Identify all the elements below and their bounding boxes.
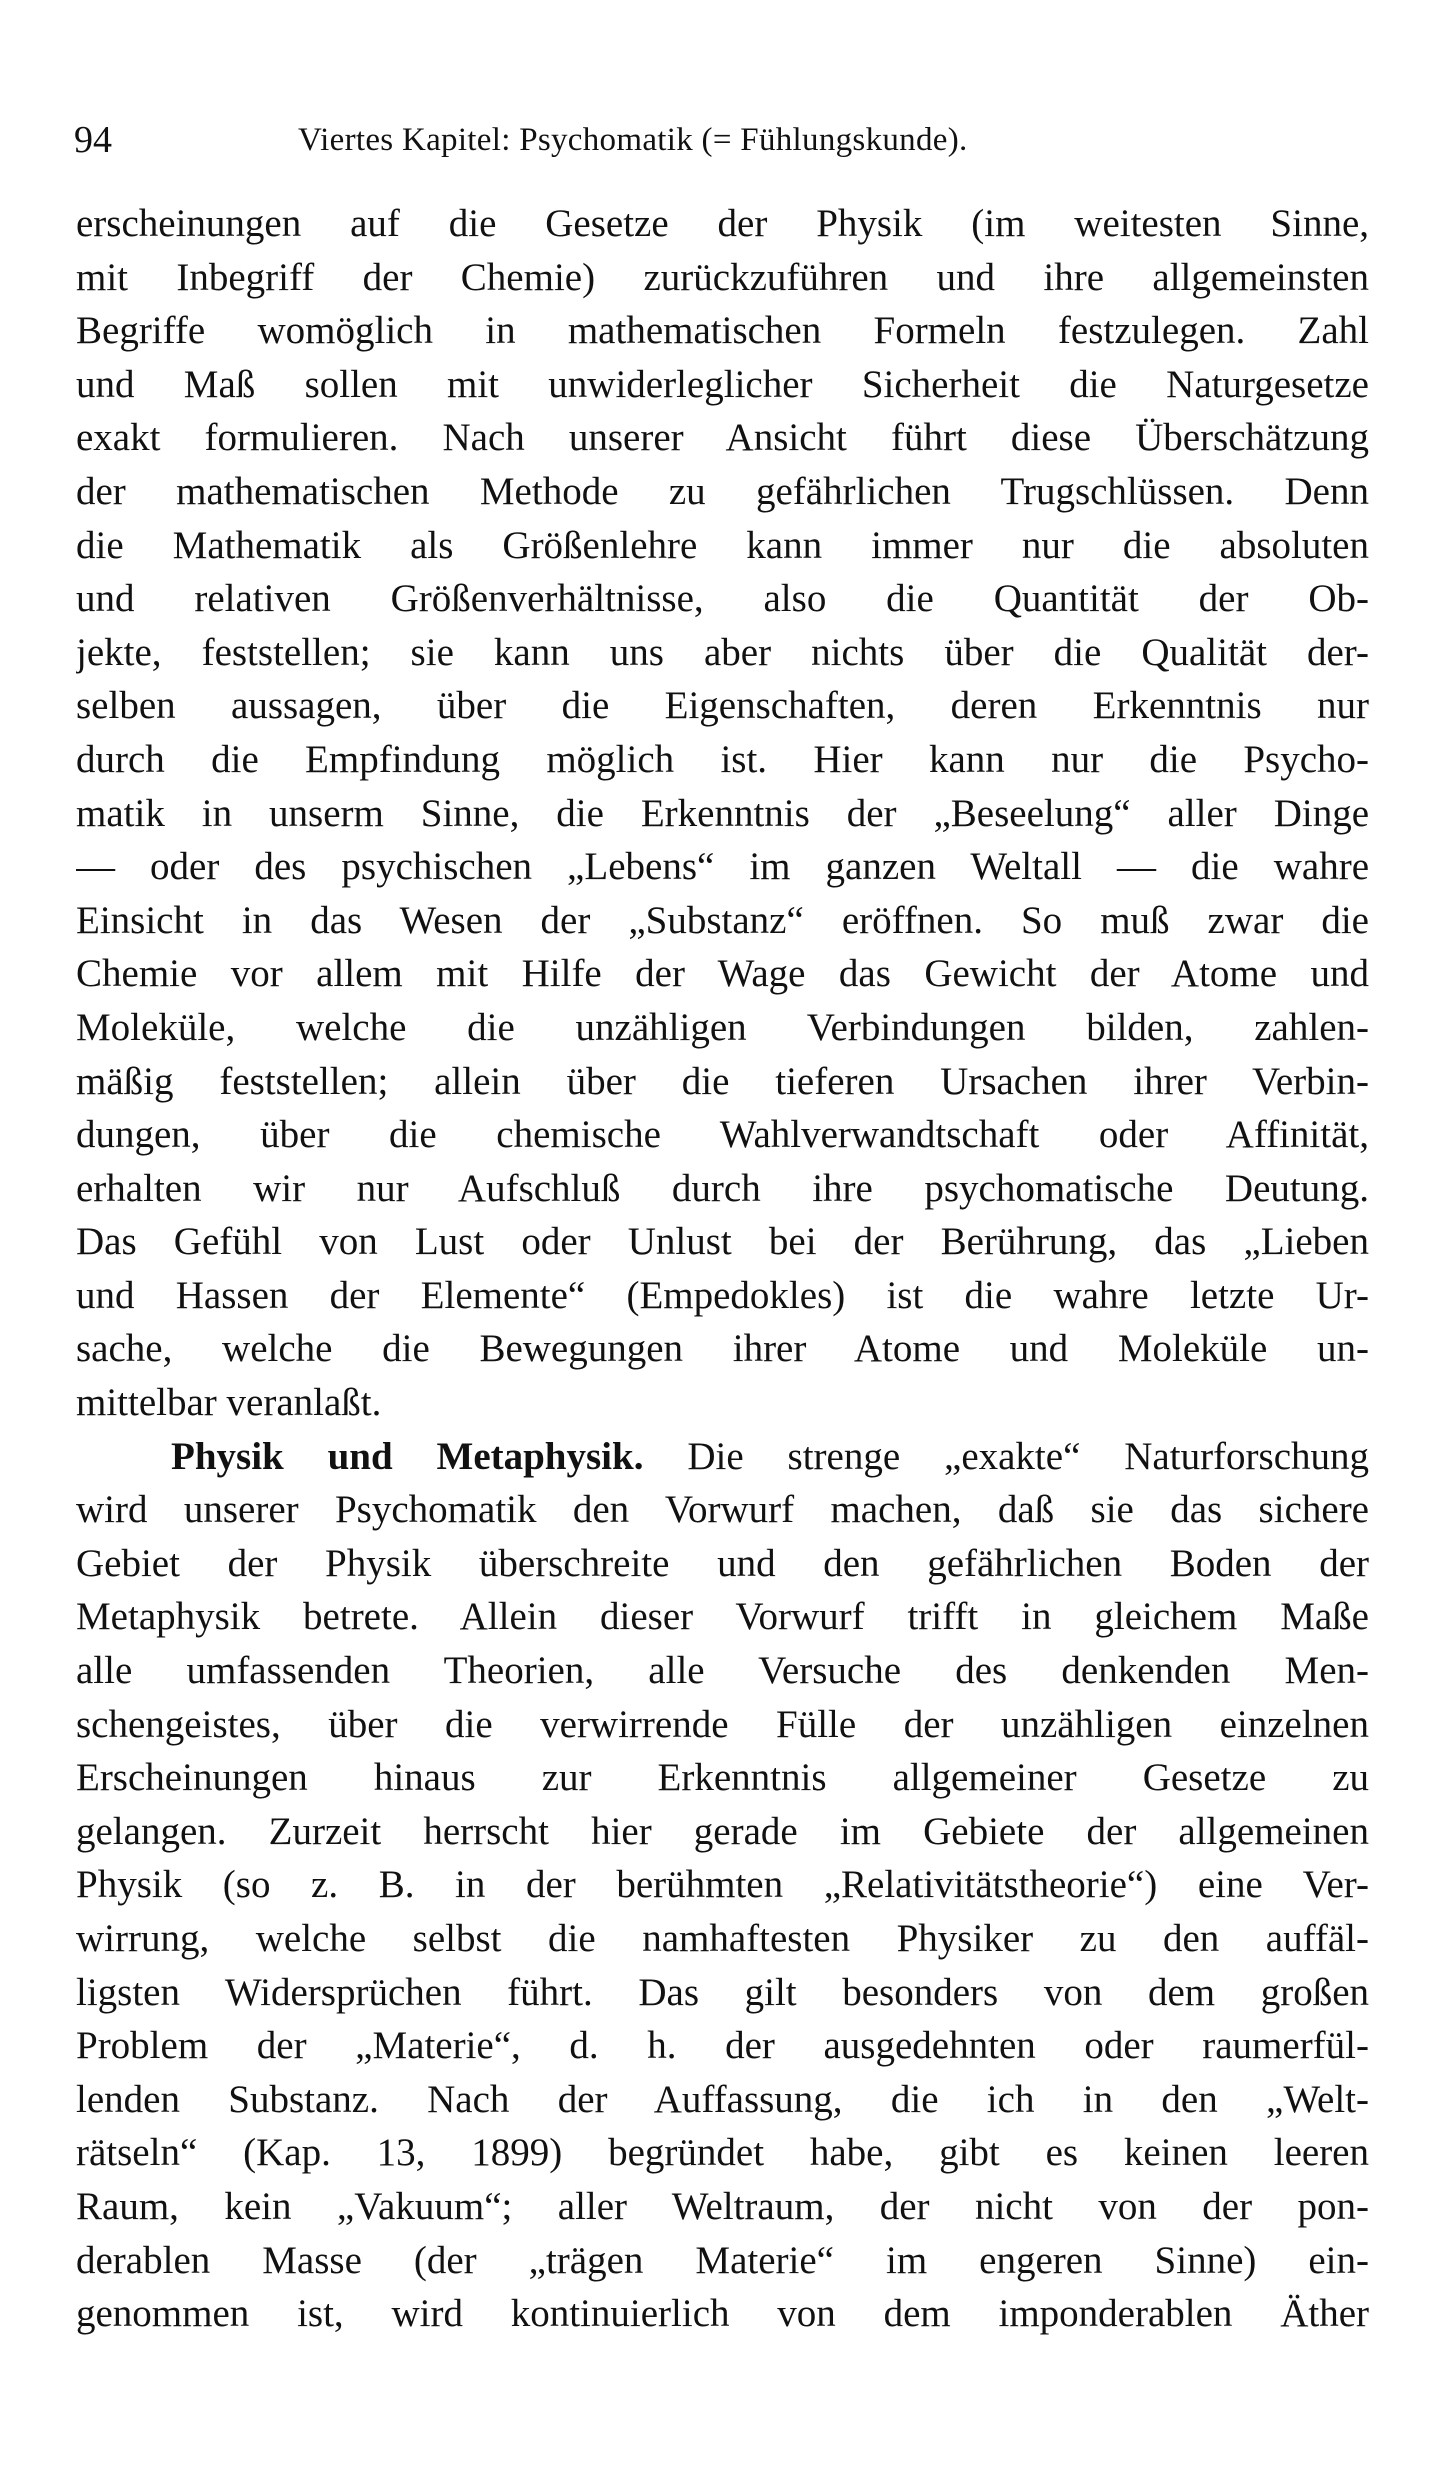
- text-line: wird unserer Psychomatik den Vorwurf machen, daß sie das sichere: [76, 1488, 1369, 1532]
- text-line: Das Gefühl von Lust oder Unlust bei der Berührung, das „Lieben: [76, 1220, 1369, 1264]
- text-line: Chemie vor allem mit Hilfe der Wage das Gewicht der Atome und: [76, 952, 1369, 996]
- text-line: und Hassen der Elemente“ (Empedokles) ist die wahre letzte Ur-: [76, 1273, 1369, 1317]
- text-line: ligsten Widersprüchen führt. Das gilt besonders von dem großen: [76, 1970, 1369, 2014]
- page-header: [74, 110, 1370, 170]
- text-line: Einsicht in das Wesen der „Substanz“ eröffnen. So muß zwar die: [76, 898, 1369, 942]
- text-line: erhalten wir nur Aufschluß durch ihre psychomatische Deutung.: [76, 1166, 1369, 1210]
- text-line: und relativen Größenverhältnisse, also die Quantität der Ob-: [76, 577, 1369, 621]
- text-line: gelangen. Zurzeit herrscht hier gerade im Gebiete der allgemeinen: [76, 1809, 1369, 1853]
- text-line: lenden Substanz. Nach der Auffassung, die ich in den „Welt-: [76, 2077, 1369, 2121]
- text-line: Begriffe womöglich in mathematischen Formeln festzulegen. Zahl: [76, 309, 1369, 353]
- text-line: jekte, feststellen; sie kann uns aber nichts über die Qualität der-: [76, 630, 1369, 674]
- text-line: wirrung, welche selbst die namhaftesten Physiker zu den auffäl-: [76, 1917, 1369, 1960]
- section-first-line: [76, 1430, 1369, 1484]
- text-line: mäßig feststellen; allein über die tieferen Ursachen ihrer Verbin-: [76, 1059, 1369, 1103]
- text-line: erscheinungen auf die Gesetze der Physik (im weitesten Sinne,: [76, 202, 1369, 245]
- page-number: 94: [74, 119, 112, 161]
- text-line: Metaphysik betrete. Allein dieser Vorwurf trifft in gleichem Maße: [76, 1595, 1369, 1639]
- text-line: alle umfassenden Theorien, alle Versuche des denkenden Men-: [76, 1649, 1369, 1693]
- text-line: Gebiet der Physik überschreite und den gefährlichen Boden der: [76, 1541, 1369, 1585]
- body-text: [76, 197, 1369, 2341]
- text-line: selben aussagen, über die Eigenschaften, deren Erkenntnis nur: [76, 684, 1369, 728]
- text-line: mittelbar veranlaßt.: [76, 1381, 382, 1425]
- text-line: Moleküle, welche die unzähligen Verbindungen bilden, zahlen-: [76, 1005, 1369, 1049]
- text-line: exakt formulieren. Nach unserer Ansicht führt diese Überschätzung: [76, 416, 1369, 460]
- running-head: Viertes Kapitel: Psychomatik (= Fühlungskunde).: [298, 122, 968, 158]
- text-line: Physik (so z. B. in der berühmten „Relativitätstheorie“) eine Ver-: [76, 1863, 1369, 1907]
- text-line: mit Inbegriff der Chemie) zurückzuführen und ihre allgemeinsten: [76, 255, 1369, 299]
- text-line: genommen ist, wird kontinuierlich von dem imponderablen Äther: [76, 2292, 1369, 2336]
- text-line: die Mathematik als Größenlehre kann immer nur die absoluten: [76, 523, 1369, 567]
- text-line: dungen, über die chemische Wahlverwandtschaft oder Affinität,: [76, 1113, 1369, 1157]
- text-line: Erscheinungen hinaus zur Erkenntnis allgemeiner Gesetze zu: [76, 1756, 1369, 1800]
- text-line: rätseln“ (Kap. 13, 1899) begründet habe, gibt es keinen leeren: [76, 2131, 1369, 2175]
- section-first-line-text: Die strenge „exakte“ Naturforschung: [687, 1434, 1369, 1478]
- text-line: der mathematischen Methode zu gefährlichen Trugschlüssen. Denn: [76, 469, 1369, 513]
- text-line: Problem der „Materie“, d. h. der ausgedehnten oder raumerfül-: [76, 2024, 1369, 2068]
- section-heading: Physik und Metaphysik.: [171, 1434, 644, 1478]
- text-line: und Maß sollen mit unwiderleglicher Sicherheit die Naturgesetze: [76, 362, 1369, 406]
- text-line: schengeistes, über die verwirrende Fülle der unzähligen einzelnen: [76, 1702, 1369, 1746]
- text-line: durch die Empfindung möglich ist. Hier kann nur die Psycho-: [76, 737, 1369, 781]
- text-line: matik in unserm Sinne, die Erkenntnis der „Beseelung“ aller Dinge: [76, 791, 1369, 835]
- text-line: Raum, kein „Vakuum“; aller Weltraum, der nicht von der pon-: [76, 2184, 1369, 2228]
- text-line: — oder des psychischen „Lebens“ im ganzen Weltall — die wahre: [76, 845, 1369, 889]
- text-line: derablen Masse (der „trägen Materie“ im engeren Sinne) ein-: [76, 2238, 1369, 2282]
- text-line: sache, welche die Bewegungen ihrer Atome und Moleküle un-: [76, 1327, 1369, 1371]
